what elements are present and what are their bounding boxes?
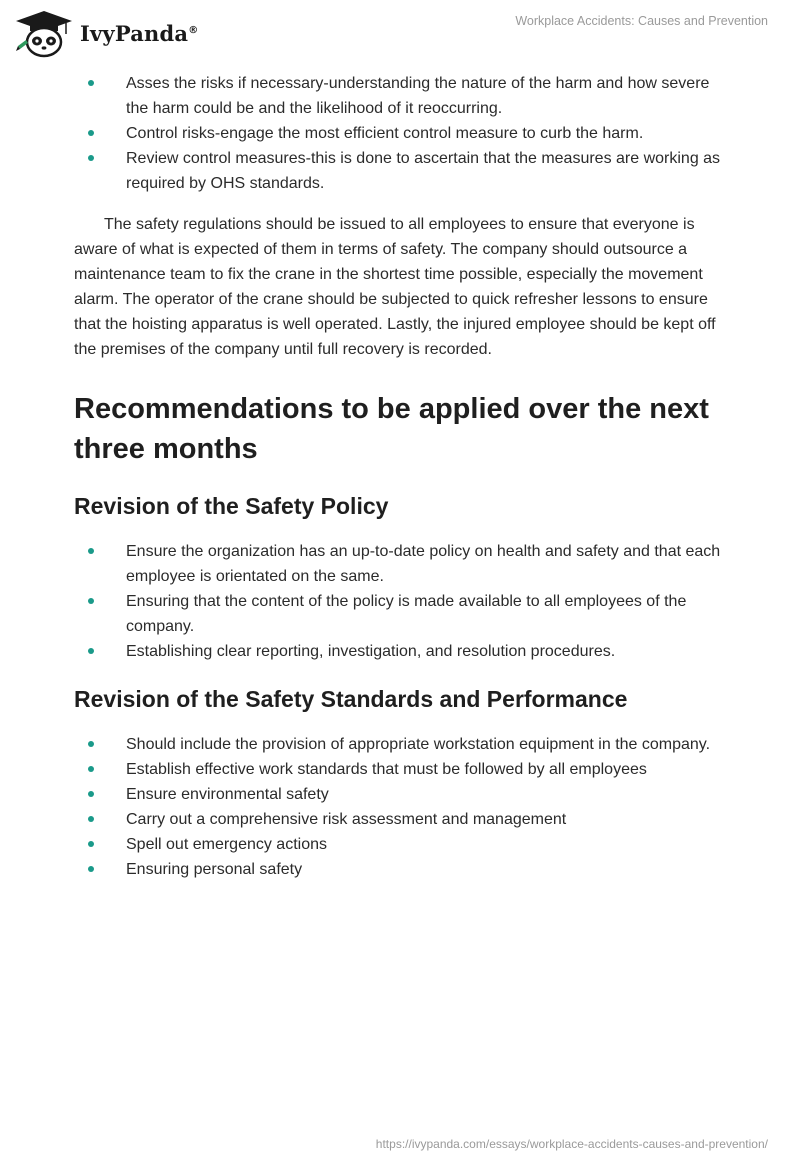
bullet-icon — [88, 791, 94, 797]
bullet-icon — [88, 648, 94, 654]
list-item: Carry out a comprehensive risk assessment and management — [74, 807, 734, 832]
bullet-icon — [88, 766, 94, 772]
panda-logo-icon — [14, 10, 74, 58]
list-item: Spell out emergency actions — [74, 832, 734, 857]
bullet-icon — [88, 155, 94, 161]
logo-text: IvyPanda® — [80, 20, 199, 46]
bullet-icon — [88, 598, 94, 604]
list-item: Ensure the organization has an up-to-date policy on health and safety and that each employee is orientated on the same. — [74, 539, 734, 589]
article-body — [74, 71, 734, 882]
bullet-icon — [88, 130, 94, 136]
page-header — [0, 0, 800, 70]
bullet-icon — [88, 816, 94, 822]
list-item: Review control measures-this is done to ascertain that the measures are working as required by OHS standards. — [74, 146, 734, 196]
bullet-list-safety-standards — [74, 732, 734, 882]
source-url-link[interactable]: https://ivypanda.com/essays/workplace-accidents-causes-and-prevention/ — [375, 1137, 768, 1151]
logo[interactable] — [14, 10, 198, 58]
bullet-list-safety-policy — [74, 539, 734, 664]
subsection-heading-safety-standards: Revision of the Safety Standards and Performance — [74, 686, 628, 712]
list-item: Control risks-engage the most efficient control measure to curb the harm. — [74, 121, 734, 146]
subsection-heading-safety-policy: Revision of the Safety Policy — [74, 493, 389, 519]
bullet-icon — [88, 741, 94, 747]
bullet-icon — [88, 80, 94, 86]
bullet-icon — [88, 866, 94, 872]
list-item: Asses the risks if necessary-understanding the nature of the harm and how severe the harm could be and the likelihood of it reoccurring. — [74, 71, 734, 121]
list-item: Establish effective work standards that must be followed by all employees — [74, 757, 734, 782]
bullet-icon — [88, 548, 94, 554]
paragraph: The safety regulations should be issued to all employees to ensure that everyone is aware of what is expected of them in terms of safety. The company should outsource a maintenance team to fix the crane in the shortest time possible, especially the movement alarm. The operator of the crane should be subjected to quick refresher lessons to ensure that the hoisting apparatus is well operated. Lastly, the injured employee should be kept off the premises of the company until full recovery is recorded. — [74, 216, 716, 358]
list-item: Establishing clear reporting, investigation, and resolution procedures. — [74, 639, 734, 664]
document-title: Workplace Accidents: Causes and Prevention — [515, 14, 768, 28]
list-item: Ensure environmental safety — [74, 782, 734, 807]
list-item: Should include the provision of appropriate workstation equipment in the company. — [74, 732, 734, 757]
list-item: Ensuring that the content of the policy is made available to all employees of the company. — [74, 589, 734, 639]
list-item: Ensuring personal safety — [74, 857, 734, 882]
bullet-icon — [88, 841, 94, 847]
section-heading: Recommendations to be applied over the next three months — [74, 393, 709, 465]
bullet-list-risk-steps — [74, 71, 734, 196]
